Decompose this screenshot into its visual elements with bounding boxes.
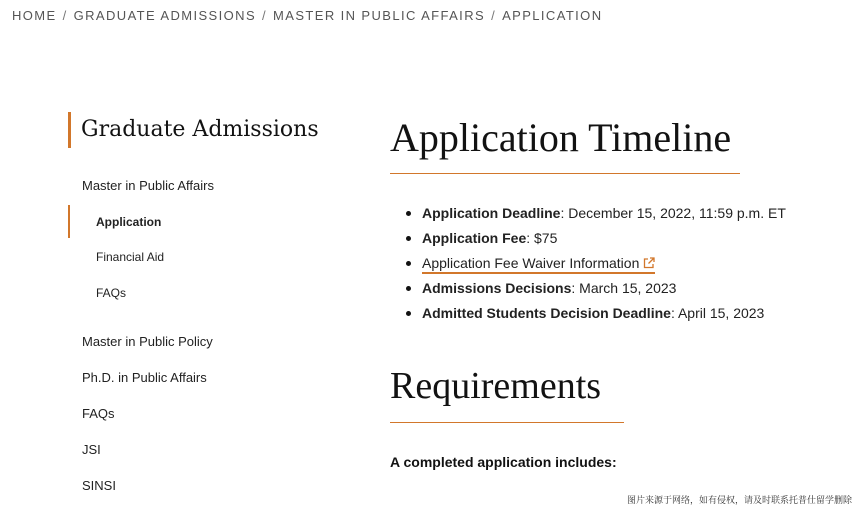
sidebar-item-application[interactable]: Application [96, 215, 162, 229]
timeline-label: Application Fee [422, 230, 527, 246]
breadcrumb-separator: / [262, 8, 268, 23]
breadcrumb-master-public-affairs[interactable]: MASTER IN PUBLIC AFFAIRS [273, 8, 486, 23]
timeline-value: : December 15, 2022, 11:59 p.m. ET [560, 205, 786, 221]
timeline-label: Application Deadline [422, 205, 561, 221]
timeline-value: : April 15, 2023 [670, 305, 765, 321]
sidebar-item-faqs-general[interactable]: FAQs [82, 406, 115, 421]
watermark-text: 图片来源于网络，如有侵权，请及时联系托普仕留学删除 [626, 495, 852, 505]
list-item-decision-deadline [422, 304, 786, 329]
fee-waiver-link[interactable] [422, 255, 655, 274]
sidebar-item-master-public-affairs[interactable]: Master in Public Affairs [82, 178, 214, 193]
sidebar-title[interactable]: Graduate Admissions [68, 112, 348, 148]
fee-waiver-link-text: Application Fee Waiver Information [422, 255, 640, 271]
heading-underline [390, 173, 740, 174]
sidebar-nav [68, 112, 348, 148]
timeline-label: Admitted Students Decision Deadline [422, 305, 671, 321]
sidebar-item-faqs[interactable]: FAQs [96, 286, 127, 300]
sidebar-item-financial-aid[interactable]: Financial Aid [96, 250, 165, 264]
requirements-heading: Requirements [390, 365, 602, 407]
timeline-label: Admissions Decisions [422, 280, 572, 296]
timeline-heading: Application Timeline [390, 115, 732, 160]
sidebar-item-master-public-policy[interactable]: Master in Public Policy [82, 334, 213, 349]
sidebar-item-phd-public-affairs[interactable]: Ph.D. in Public Affairs [82, 370, 207, 385]
list-item-application-deadline [422, 204, 786, 229]
sidebar-active-indicator [68, 205, 70, 238]
list-item-admissions-decisions [422, 279, 786, 304]
breadcrumb-separator: / [62, 8, 68, 23]
heading-underline [390, 422, 624, 423]
timeline-value: : $75 [526, 230, 558, 246]
list-item-application-fee [422, 229, 786, 254]
breadcrumb-separator: / [491, 8, 497, 23]
breadcrumb-current: APPLICATION [502, 8, 603, 23]
list-item-fee-waiver [422, 254, 786, 279]
sidebar-item-jsi[interactable]: JSI [82, 442, 101, 457]
breadcrumb [12, 8, 602, 23]
sidebar-item-sinsi[interactable]: SINSI [82, 478, 116, 493]
timeline-value: : March 15, 2023 [571, 280, 677, 296]
external-link-icon [643, 255, 655, 273]
requirements-intro: A completed application includes: [390, 454, 617, 470]
timeline-list [422, 204, 786, 329]
breadcrumb-home[interactable]: HOME [12, 8, 57, 23]
breadcrumb-graduate-admissions[interactable]: GRADUATE ADMISSIONS [73, 8, 257, 23]
